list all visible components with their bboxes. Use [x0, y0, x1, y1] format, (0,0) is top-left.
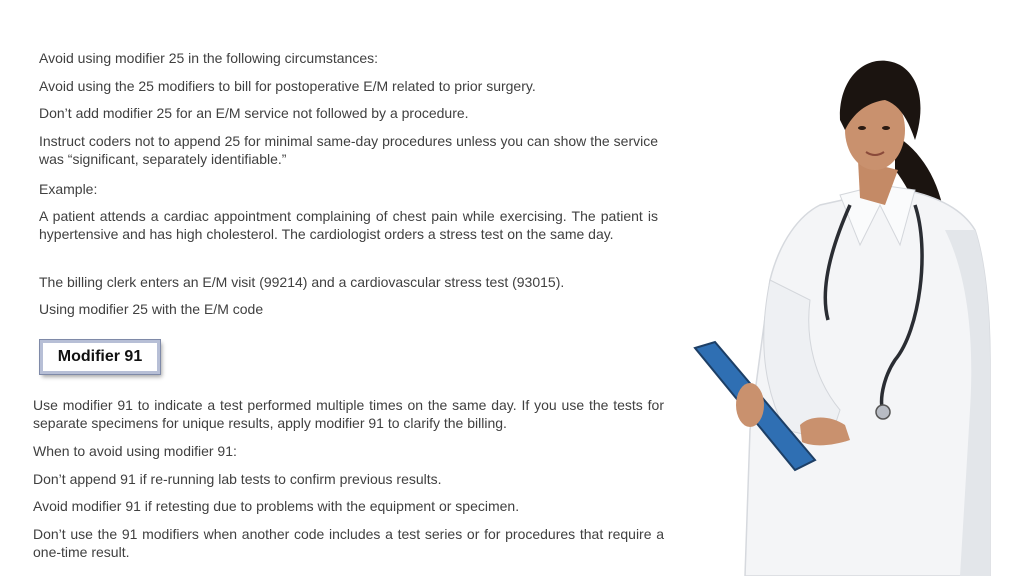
bullet-no-procedure: Don’t add modifier 25 for an E/M service not followed by a procedure. [39, 105, 469, 121]
doctor-illustration [690, 30, 1000, 576]
example-description: A patient attends a cardiac appointment complaining of chest pain while exercising. The patient is hypertensive and has high cholesterol. The cardiologist orders a stress test on the same day. [39, 208, 658, 242]
intro-line: Avoid using modifier 25 in the following circumstances: [39, 50, 379, 66]
bullet-test-series: Don’t use the 91 modifiers when another code includes a test series or for procedures that require a one-time result. [33, 526, 664, 560]
left-eye [858, 126, 866, 130]
bullet-retesting-problems: Avoid modifier 91 if retesting due to problems with the equipment or specimen. [33, 498, 520, 514]
bullet-rerunning-tests: Don’t append 91 if re-running lab tests to confirm previous results. [33, 471, 442, 487]
modifier-91-heading: Modifier 91 [40, 340, 160, 374]
example-billing: The billing clerk enters an E/M visit (99214) and a cardiovascular stress test (93015). [39, 274, 565, 290]
right-eye [882, 126, 890, 130]
avoid-91-intro: When to avoid using modifier 91: [33, 443, 237, 459]
bullet-postoperative: Avoid using the 25 modifiers to bill for postoperative E/M related to prior surgery. [39, 78, 536, 94]
modifier-91-description: Use modifier 91 to indicate a test performed multiple times on the same day. If you use the tests for separate specimens for unique results, apply modifier 91 to clarify the billing. [33, 397, 664, 431]
left-hand [736, 383, 764, 427]
stethoscope-chestpiece [876, 405, 890, 419]
example-label: Example: [39, 181, 98, 197]
example-conclusion: Using modifier 25 with the E/M code [39, 301, 264, 317]
bullet-minimal-procedures: Instruct coders not to append 25 for minimal same-day procedures unless you can show the service was “significant, separately identifiable.” [39, 133, 658, 167]
